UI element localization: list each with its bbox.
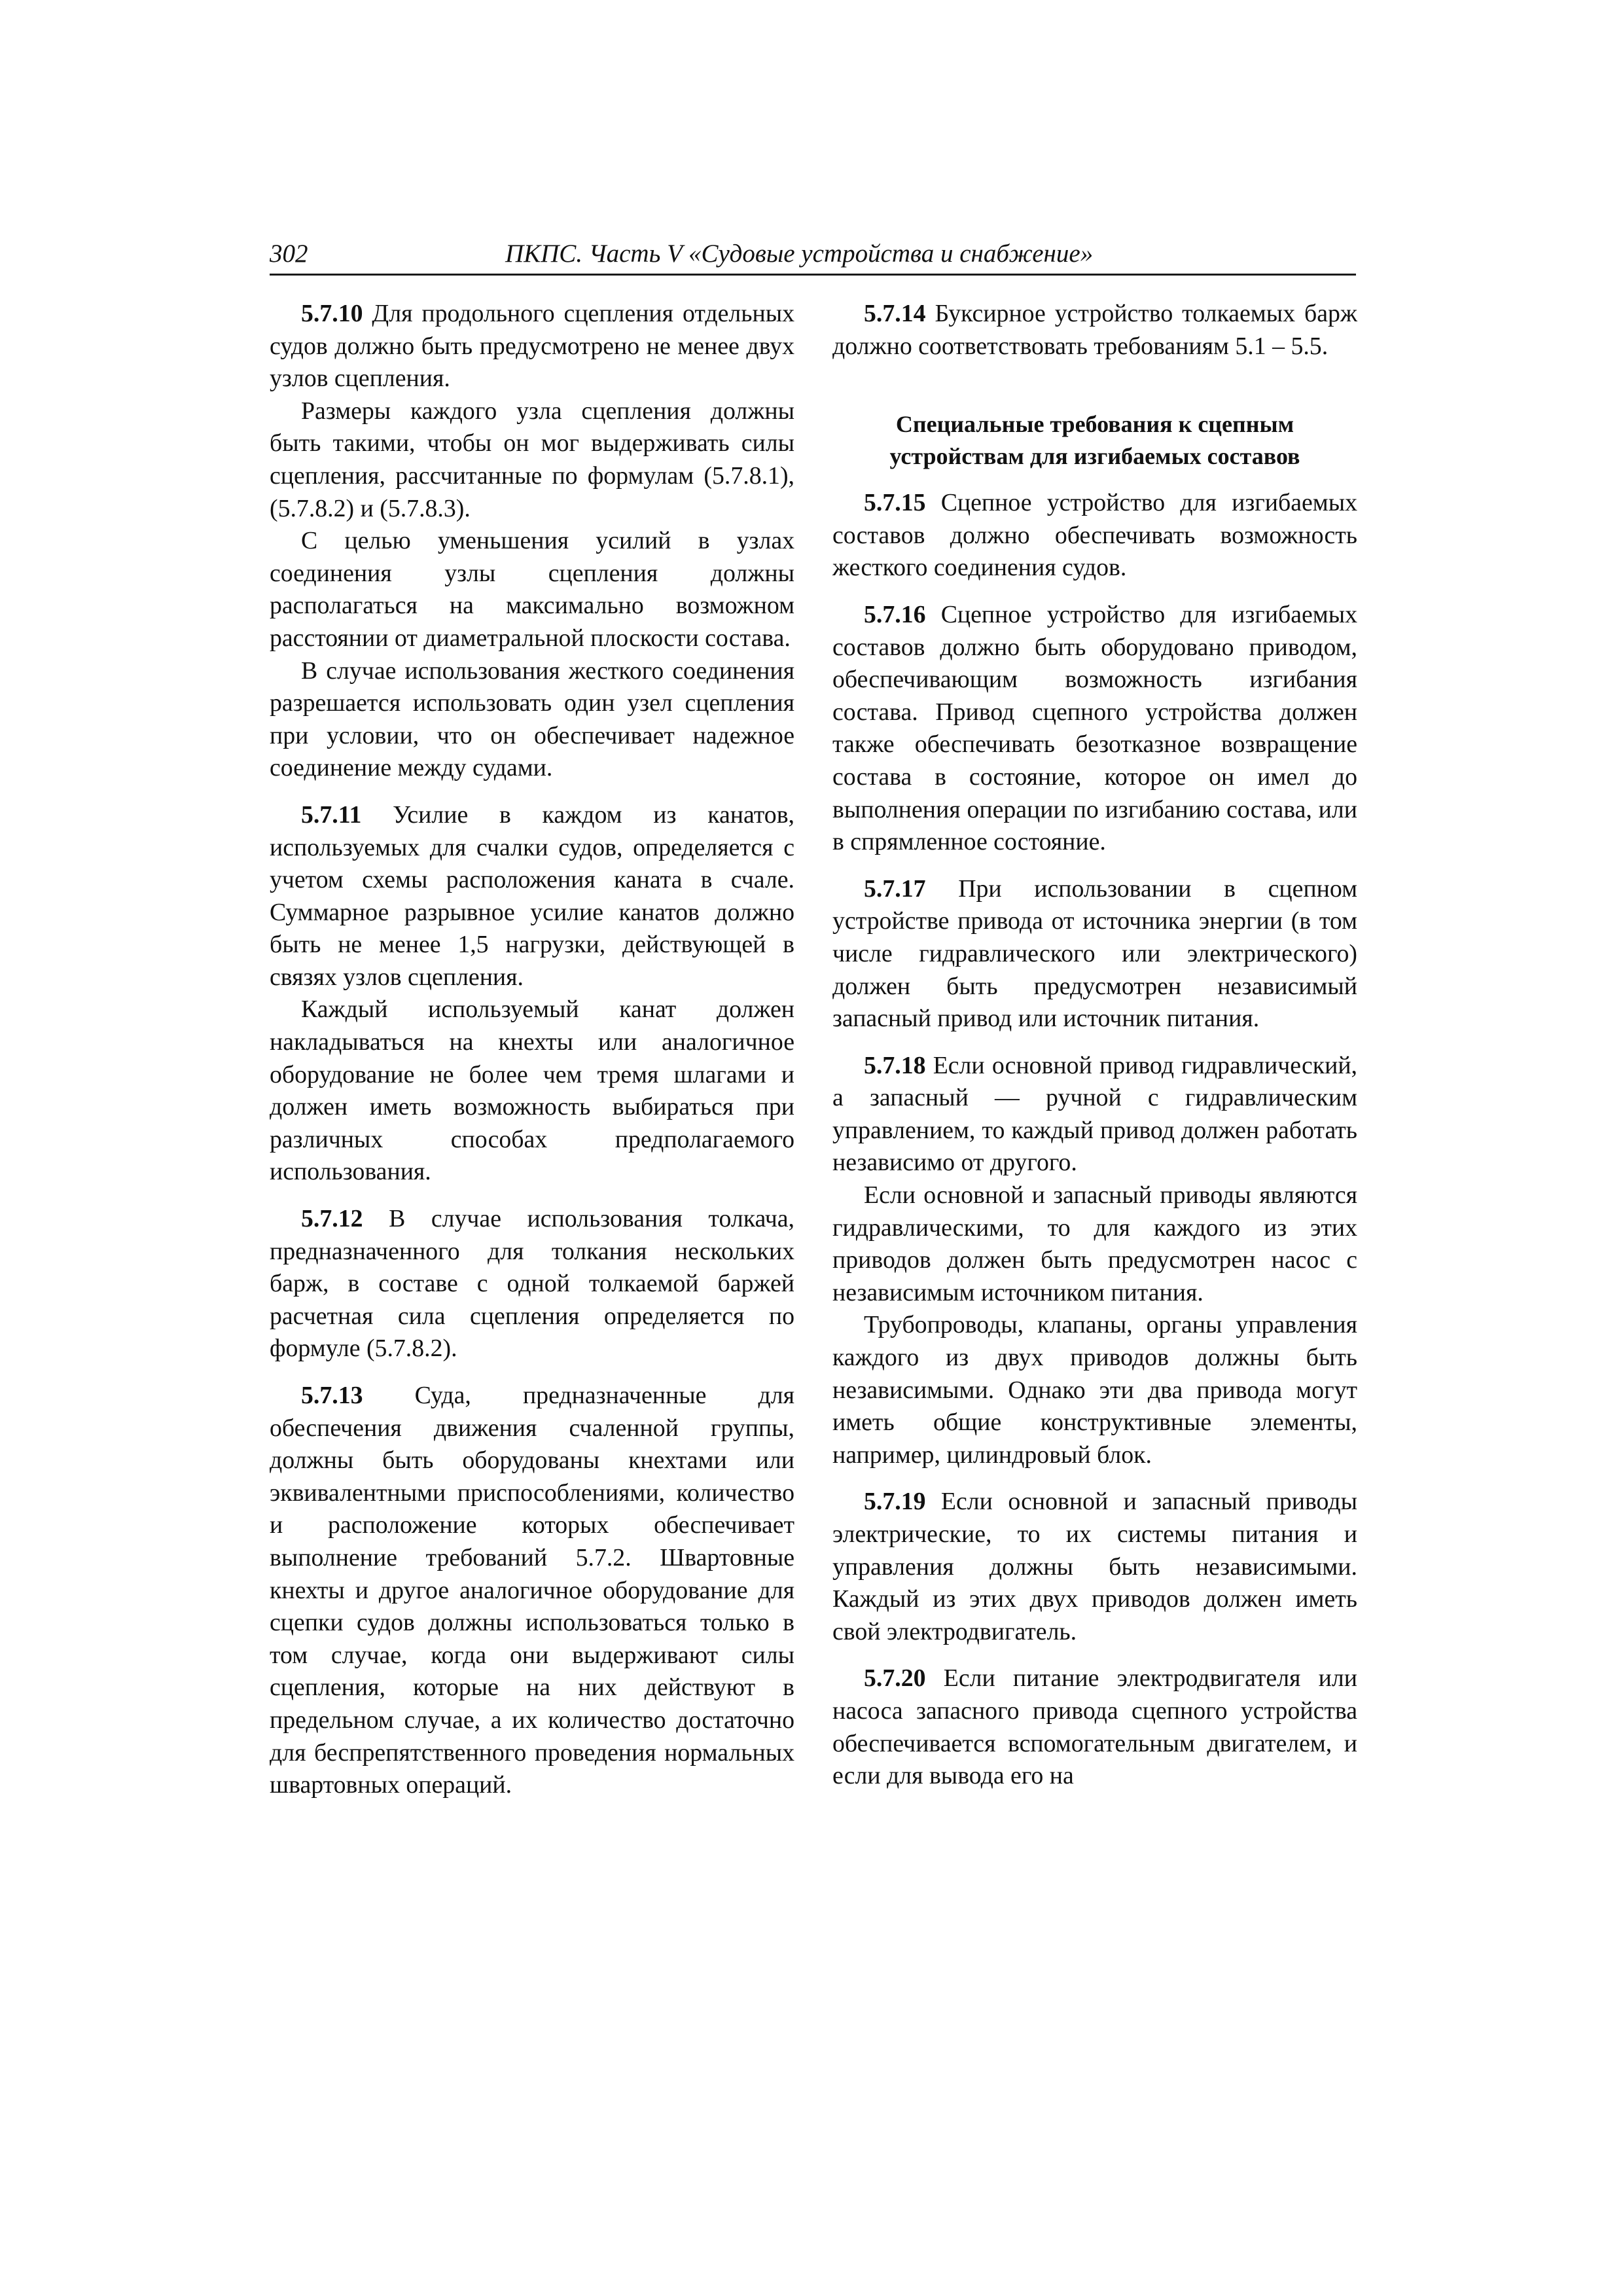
clause-number: 5.7.12	[301, 1205, 363, 1233]
paragraph	[270, 1203, 794, 1365]
paragraph-text: В случае использования толкача, предназначенного для толкания нескольких барж, в составе с одной толкаемой баржей расчетная сила сцепления определяется по формуле (5.7.8.2).	[270, 1205, 794, 1363]
paragraph	[832, 873, 1357, 1035]
paragraph-text: Суда, предназначенные для обеспечения движения счаленной группы, должны быть оборудованы кнехтами или эквивалентными приспособлениями, количество и расположение которых обеспечивает выполнение требований 5.7.2. Швартовные кнехты и другое аналогичное оборудование для сцепки судов должны использоваться только в том случае, когда они выдерживают силы сцепления, которые на них действуют в предельном случае, а их количество достаточно для беспрепятственного проведения нормальных швартовных операций.	[270, 1382, 794, 1799]
paragraph	[270, 799, 794, 994]
clause-number: 5.7.20	[864, 1664, 926, 1693]
paragraph-text: Если основной и запасный приводы являются гидравлическими, то для каждого из этих приводов должен быть предусмотрен насос с независимым источником питания.	[832, 1181, 1357, 1306]
right-column	[832, 298, 1357, 1793]
clause-number: 5.7.18	[864, 1051, 926, 1079]
paragraph-text: Буксирное устройство толкаемых барж должно соответствовать требованиям 5.1 – 5.5.	[832, 300, 1357, 360]
clause-number: 5.7.15	[864, 489, 926, 517]
left-column	[270, 298, 794, 1802]
header-rule	[270, 274, 1356, 276]
page-number: 302	[270, 240, 308, 268]
paragraph	[270, 525, 794, 655]
paragraph-text: Трубопроводы, клапаны, органы управления каждого из двух приводов должны быть независимыми. Однако эти два привода могут иметь общие конструктивные элементы, например, цилиндровый блок.	[832, 1311, 1357, 1469]
paragraph-text: Для продольного сцепления отдельных судов должно быть предусмотрено не менее двух узлов сцепления.	[270, 300, 794, 393]
paragraph	[832, 298, 1357, 363]
clause-number: 5.7.17	[864, 874, 926, 903]
clause-number: 5.7.11	[301, 800, 362, 829]
paragraph-text: Усилие в каждом из канатов, используемых для счалки судов, определяется с учетом схемы расположения каната в счале. Суммарное разрывное усилие канатов должно быть не менее 1,5 нагрузки, действующей в связях узлов сцепления.	[270, 800, 794, 991]
paragraph	[832, 1179, 1357, 1309]
paragraph-text: Каждый используемый канат должен накладываться на кнехты или аналогичное оборудование не более чем тремя шлагами и должен иметь возможность выбираться при различных способах предполагаемого использования.	[270, 996, 794, 1186]
paragraph	[270, 298, 794, 395]
running-title: ПКПС. Часть V «Судовые устройства и снабжение»	[505, 240, 1094, 268]
subheading-line: устройствам для изгибаемых составов	[889, 443, 1300, 470]
paragraph-text: Сцепное устройство для изгибаемых составов должно обеспечивать возможность жесткого соединения судов.	[832, 489, 1357, 582]
paragraph	[832, 1486, 1357, 1648]
paragraph-text: Если питание электродвигателя или насоса запасного привода сцепного устройства обеспечивается вспомогательным двигателем, и если для вывода его на	[832, 1664, 1357, 1790]
subheading-line: Специальные требования к сцепным	[895, 411, 1294, 438]
running-header	[270, 239, 1356, 273]
paragraph	[270, 395, 794, 525]
paragraph-text: С целью уменьшения усилий в узлах соединения узлы сцепления должны располагаться на максимально возможном расстоянии от диаметральной плоскости состава.	[270, 527, 794, 652]
paragraph-text: Размеры каждого узла сцепления должны быть такими, чтобы он мог выдерживать силы сцепления, рассчитанные по формулам (5.7.8.1), (5.7.8.2) и (5.7.8.3).	[270, 397, 794, 522]
section-subheading	[832, 408, 1357, 473]
clause-number: 5.7.16	[864, 600, 926, 628]
clause-number: 5.7.13	[301, 1382, 363, 1409]
paragraph-text: Если основной привод гидравлический, а запасный — ручной с гидравлическим управлением, то каждый привод должен работать независимо от другого.	[832, 1051, 1357, 1177]
clause-number: 5.7.19	[864, 1488, 926, 1516]
clause-number: 5.7.10	[301, 300, 363, 327]
paragraph	[270, 1380, 794, 1802]
clause-number: 5.7.14	[864, 300, 926, 327]
paragraph	[270, 994, 794, 1189]
paragraph-text: В случае использования жесткого соединения разрешается использовать один узел сцепления при условии, что он обеспечивает надежное соединение между судами.	[270, 656, 794, 782]
paragraph	[832, 599, 1357, 859]
paragraph-text: Сцепное устройство для изгибаемых составов должно быть оборудовано приводом, обеспечивающим возможность изгибания состава. Привод сцепного устройства должен также обеспечивать безотказное возвращение состава в состояние, которое он имел до выполнения операции по изгибанию состава, или в спрямленное состояние.	[832, 600, 1357, 856]
paragraph-text: При использовании в сцепном устройстве привода от источника энергии (в том числе гидравлического или электрического) должен быть предусмотрен независимый запасный привод или источник питания.	[832, 874, 1357, 1033]
paragraph	[270, 655, 794, 785]
paragraph	[832, 487, 1357, 584]
paragraph	[832, 1050, 1357, 1179]
paragraph	[832, 1309, 1357, 1471]
paragraph-text: Если основной и запасный приводы электрические, то их системы питания и управления должны быть независимыми. Каждый из этих двух приводов должен иметь свой электродвигатель.	[832, 1488, 1357, 1645]
paragraph	[832, 1662, 1357, 1792]
